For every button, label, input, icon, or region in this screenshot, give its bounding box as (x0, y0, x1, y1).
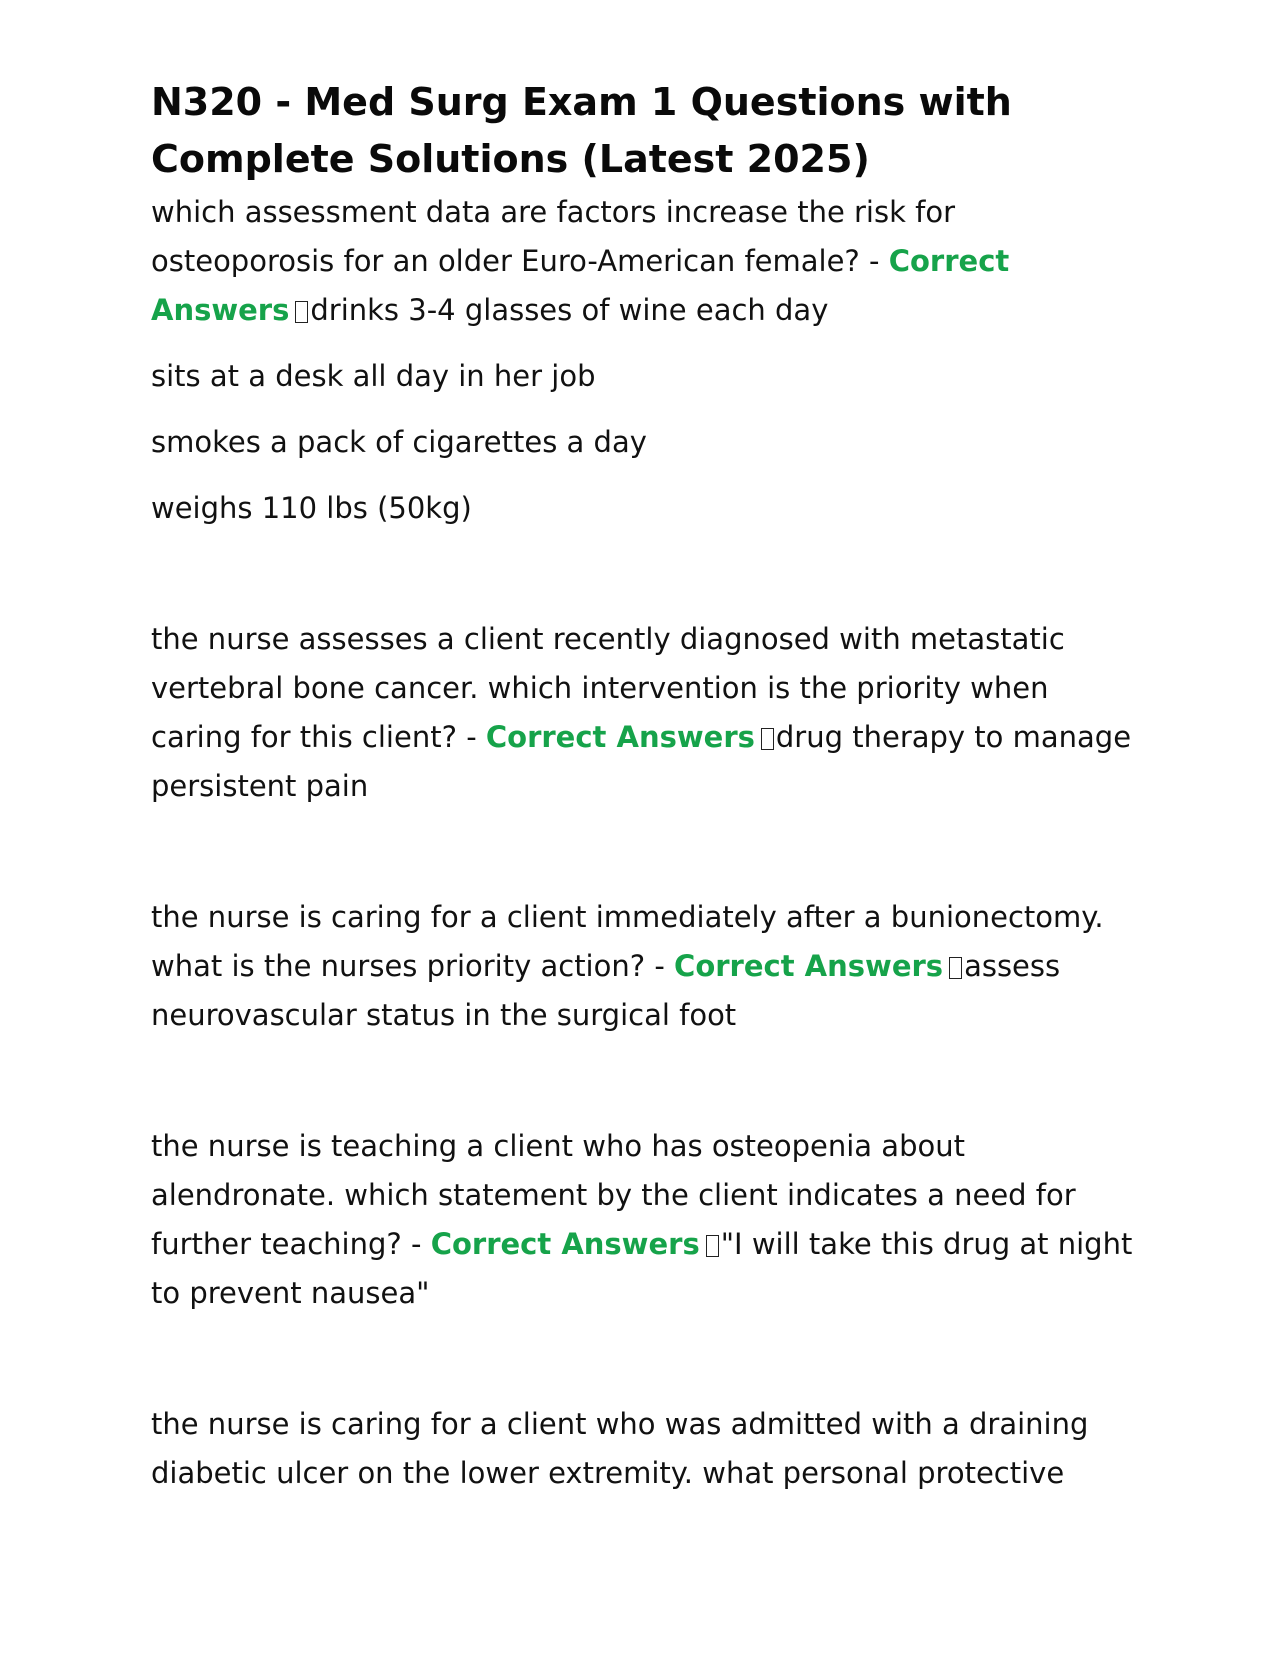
answer-text: assess neurovascular status in the surgical foot (151, 949, 1061, 1032)
question-text (151, 1122, 1141, 1318)
question-block-5 (151, 1400, 1141, 1498)
correct-answers-label: Correct Answers (674, 949, 944, 983)
answer-line: smokes a pack of cigarettes a day (151, 425, 647, 459)
answer-line: sits at a desk all day in her job (151, 359, 596, 393)
question-stem: which assessment data are factors increase the risk for osteoporosis for an older Euro-American female? - (151, 195, 955, 278)
correct-answers-label: Correct Answers (485, 720, 755, 754)
missing-glyph-icon (949, 957, 962, 979)
missing-glyph-icon (761, 728, 774, 750)
missing-glyph-icon (295, 301, 308, 323)
document-title: N320 - Med Surg Exam 1 Questions with Complete Solutions (Latest 2025) (151, 80, 1012, 181)
question-text (151, 893, 1141, 1040)
question-block-1 (151, 188, 1141, 533)
answer-line: weighs 110 lbs (50kg) (151, 491, 472, 525)
question-block-2 (151, 615, 1141, 811)
correct-answers-label: Correct Answers (151, 244, 1010, 327)
question-text (151, 615, 1141, 811)
document-page (151, 74, 1141, 1498)
question-stem: the nurse is teaching a client who has osteopenia about alendronate. which statement by the client indicates a need for further teaching? - (151, 1129, 1076, 1261)
question-text (151, 188, 1141, 335)
missing-glyph-icon (706, 1235, 719, 1257)
answer-text: drug therapy to manage persistent pain (151, 720, 1132, 803)
question-text: the nurse is caring for a client who was admitted with a draining diabetic ulcer on the lower extremity. what personal protective (151, 1407, 1089, 1490)
question-block-3 (151, 893, 1141, 1040)
answer-text: "I will take this drug at night to prevent nausea" (151, 1227, 1133, 1310)
question-stem: the nurse is caring for a client immediately after a bunionectomy. what is the nurses priority action? - (151, 900, 1104, 983)
question-block-4 (151, 1122, 1141, 1318)
question-stem: the nurse assesses a client recently diagnosed with metastatic vertebral bone cancer. which intervention is the priority when caring for this client? - (151, 622, 1065, 754)
correct-answers-label: Correct Answers (430, 1227, 700, 1261)
answer-text: drinks 3-4 glasses of wine each day (310, 293, 829, 327)
